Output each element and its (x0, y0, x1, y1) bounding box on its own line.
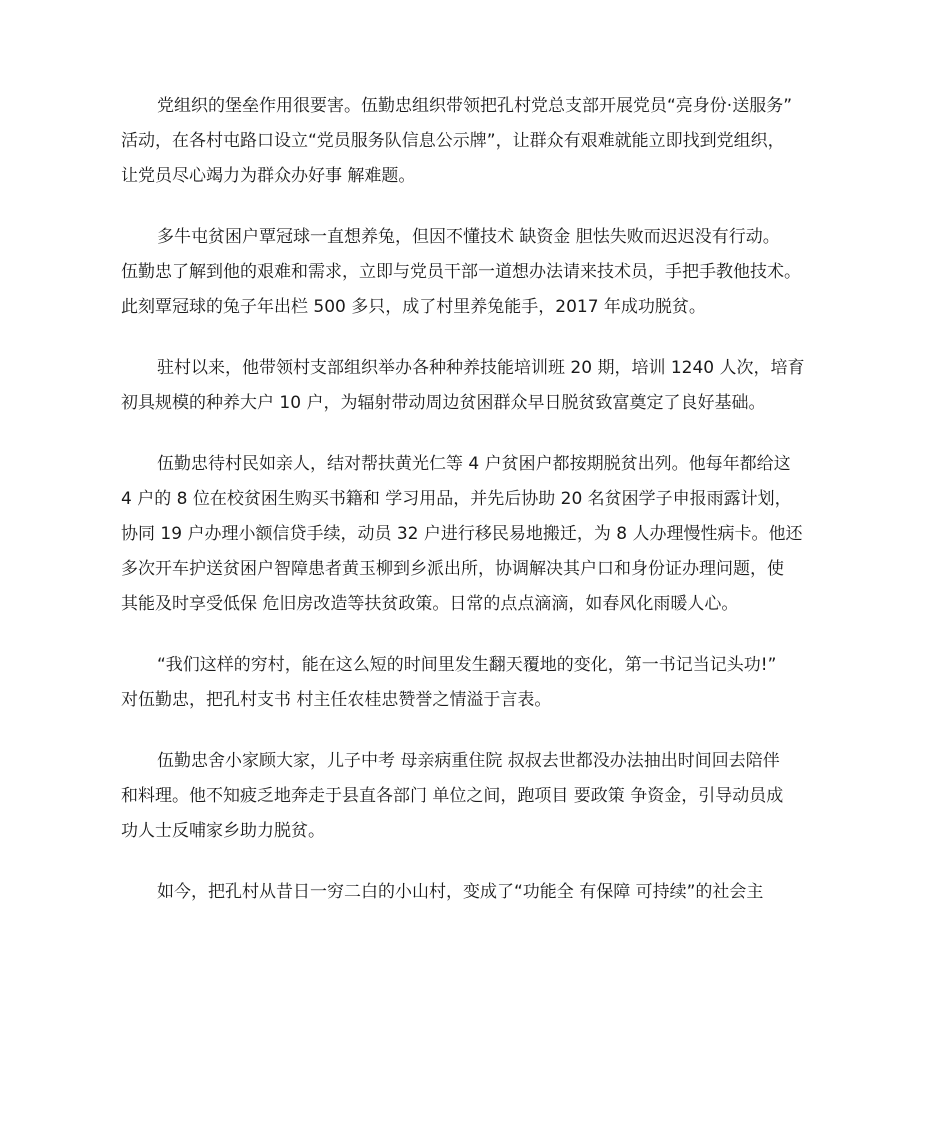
text-line: 功人士反哺家乡助力脱贫。 (121, 821, 325, 841)
text-line: 驻村以来，他带领村支部组织举办各种种养技能培训班 20 期，培训 1240 人次，培育 (157, 358, 805, 378)
text-line: 活动，在各村屯路口设立“党员服务队信息公示牌”，让群众有艰难就能立即找到党组织， (121, 131, 785, 151)
paragraph-gap (121, 849, 837, 875)
paragraph (121, 875, 837, 910)
text-line: 协同 19 户办理小额信贷手续，动员 32 户进行移民易地搬迁，为 8 人办理慢性病卡。他还 (121, 524, 803, 544)
paragraph (121, 447, 837, 622)
text-line: 4 户的 8 位在校贫困生购买书籍和 学习用品，并先后协助 20 名贫困学子申报雨露计划， (121, 489, 792, 509)
text-line: 此刻覃冠球的兔子年出栏 500 多只，成了村里养兔能手，2017 年成功脱贫。 (121, 297, 706, 317)
paragraph (121, 744, 837, 849)
text-line: 伍勤忠舍小家顾大家，儿子中考 母亲病重住院 叔叔去世都没办法抽出时间回去陪伴 (157, 751, 780, 771)
text-line: 对伍勤忠，把孔村支书 村主任农桂忠赞誉之情溢于言表。 (121, 690, 552, 710)
paragraph-gap (121, 421, 837, 447)
text-line: 党组织的堡垒作用很要害。伍勤忠组织带领把孔村党总支部开展党员“亮身份·送服务” (157, 96, 793, 116)
text-line: 多牛屯贫困户覃冠球一直想养兔，但因不懂技术 缺资金 胆怯失败而迟迟没有行动。 (157, 227, 780, 247)
text-line: 多次开车护送贫困户智障患者黄玉柳到乡派出所，协调解决其户口和身份证办理问题，使 (121, 559, 784, 579)
paragraph-gap (121, 718, 837, 744)
text-line: 让党员尽心竭力为群众办好事 解难题。 (121, 166, 416, 186)
paragraph-gap (121, 622, 837, 648)
document-body (121, 89, 837, 910)
text-line: 伍勤忠待村民如亲人，结对帮扶黄光仁等 4 户贫困户都按期脱贫出列。他每年都给这 (157, 454, 791, 474)
text-line: 其能及时享受低保 危旧房改造等扶贫政策。日常的点点滴滴，如春风化雨暖人心。 (121, 594, 739, 614)
text-line: “我们这样的穷村，能在这么短的时间里发生翻天覆地的变化，第一书记当记头功!” (157, 655, 777, 675)
paragraph (121, 220, 837, 325)
paragraph-gap (121, 325, 837, 351)
text-line: 初具规模的种养大户 10 户，为辐射带动周边贫困群众早日脱贫致富奠定了良好基础。 (121, 393, 766, 413)
paragraph-gap (121, 194, 837, 220)
paragraph (121, 648, 837, 718)
text-line: 和料理。他不知疲乏地奔走于县直各部门 单位之间，跑项目 要政策 争资金，引导动员成 (121, 786, 784, 806)
paragraph (121, 351, 837, 421)
text-line: 如今，把孔村从昔日一穷二白的小山村，变成了“功能全 有保障 可持续”的社会主 (157, 882, 764, 902)
text-line: 伍勤忠了解到他的艰难和需求，立即与党员干部一道想办法请来技术员，手把手教他技术。 (121, 262, 801, 282)
paragraph (121, 89, 837, 194)
